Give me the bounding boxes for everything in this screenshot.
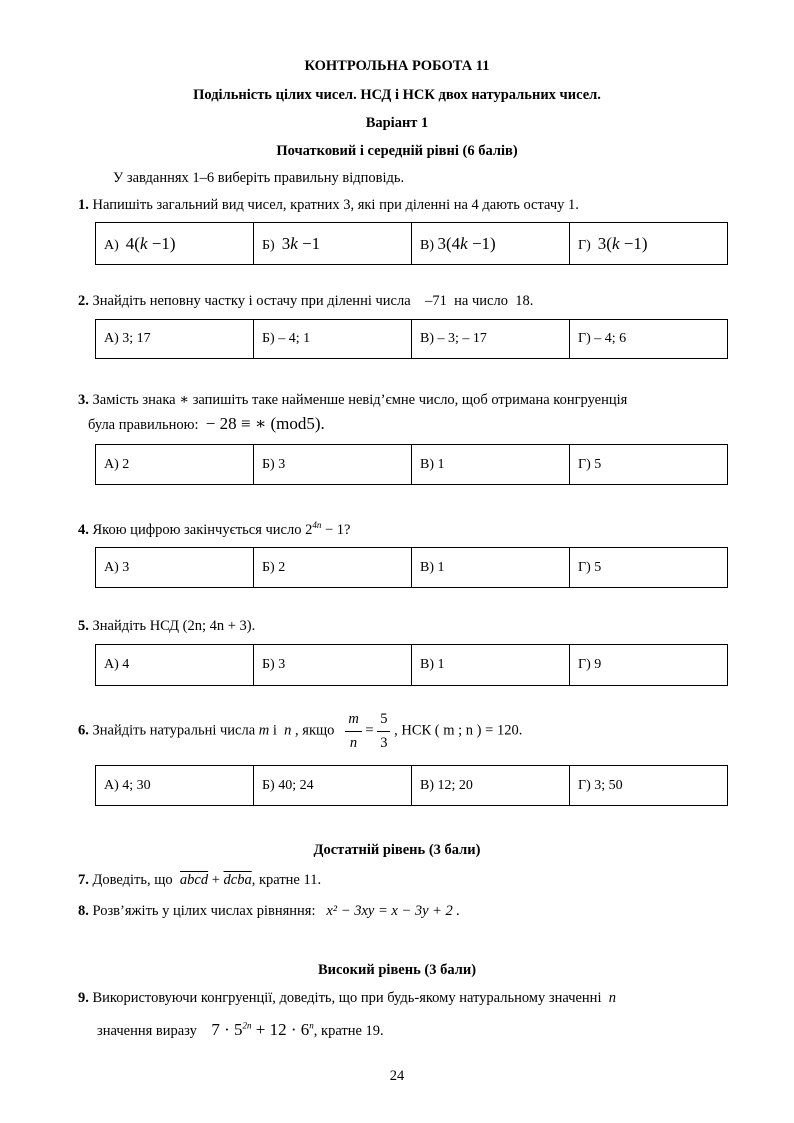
- question-text: Знайдіть НСД (2n; 4n + 3).: [92, 618, 256, 634]
- question-9-line2: значення виразу $7 \cdot 5^{2n} + 12 \cdot 6^n$, кратне 19.: [97, 1020, 384, 1039]
- expression: $7 \cdot 5^{2n} + 12 \cdot 6^n$: [211, 1020, 314, 1039]
- answer-table-4: [95, 547, 728, 588]
- question-text: Доведіть, що: [92, 872, 173, 888]
- question-1: 1. Напишіть загальний вид чисел, кратних 3, які при діленні на 4 дають остачу 1.: [78, 197, 579, 213]
- section-heading-sufficient: Достатній рівень (3 бали): [313, 842, 481, 858]
- answer-option-a[interactable]: А) 3; 17: [96, 320, 254, 359]
- power-expression: $2^{4n} - 1$?: [305, 520, 351, 538]
- test-title: КОНТРОЛЬНА РОБОТА 11: [304, 58, 490, 74]
- divisor: 18.: [515, 293, 534, 309]
- answer-option-c[interactable]: В) 1: [412, 645, 570, 686]
- answer-option-b[interactable]: Б) – 4; 1: [254, 320, 412, 359]
- page-number: 24: [389, 1068, 405, 1084]
- answer-option-b[interactable]: Б) 40; 24: [254, 766, 412, 806]
- question-3: 3. Замість знака ∗ запишіть таке найменше невід’ємне число, щоб отримана конгруенція: [78, 392, 628, 408]
- question-text: Знайдіть неповну частку і остачу при діленні числа: [92, 293, 411, 309]
- answer-option-b[interactable]: Б) 3k −1: [254, 223, 412, 265]
- question-3-line2: була правильною: − 28 ≡ ∗ (mod5).: [88, 414, 325, 433]
- congruence-formula: − 28 ≡ ∗ (mod5).: [205, 414, 325, 433]
- question-text: Напишіть загальний вид чисел, кратних 3, які при діленні на 4 дають остачу 1.: [92, 197, 579, 213]
- answer-option-a[interactable]: А) 2: [96, 445, 254, 485]
- answer-option-a[interactable]: А) 3: [96, 548, 254, 588]
- answer-option-c[interactable]: В) 1: [412, 548, 570, 588]
- question-number: 1: [78, 197, 86, 213]
- answer-option-d[interactable]: Г) 3; 50: [570, 766, 728, 806]
- dividend: –71: [425, 293, 447, 309]
- variant-label: Варіант 1: [365, 115, 429, 131]
- answer-option-a[interactable]: А) 4; 30: [96, 766, 254, 806]
- answer-option-d[interactable]: Г) 5: [570, 445, 728, 485]
- question-4: 4. Якою цифрою закінчується число $2^{4n} - 1$?: [78, 520, 351, 538]
- question-2: 2. Знайдіть неповну частку і остачу при діленні числа –71 на число 18.: [78, 293, 534, 309]
- answer-table-6: [95, 765, 728, 806]
- question-8: 8. Розв’яжіть у цілих числах рівняння: x² − 3xy = x − 3y + 2 .: [78, 903, 461, 919]
- answer-option-c[interactable]: В) 12; 20: [412, 766, 570, 806]
- section-heading-high: Високий рівень (3 бали): [317, 962, 477, 978]
- answer-option-b[interactable]: Б) 3: [254, 445, 412, 485]
- answer-option-d[interactable]: Г) 3(k −1): [570, 223, 728, 265]
- answer-table-2: [95, 319, 728, 359]
- instruction-text: У завданнях 1–6 виберіть правильну відповідь.: [113, 170, 405, 186]
- answer-table-1: [95, 222, 728, 265]
- answer-option-a[interactable]: А) 4(k −1): [96, 223, 254, 265]
- question-text: Знайдіть натуральні числа: [92, 722, 256, 739]
- question-5: 5. Знайдіть НСД (2n; 4n + 3).: [78, 618, 256, 634]
- answer-option-b[interactable]: Б) 2: [254, 548, 412, 588]
- answer-option-c[interactable]: В) 1: [412, 445, 570, 485]
- question-7: 7. Доведіть, що abcd + dcba, кратне 11.: [78, 872, 322, 888]
- answer-table-3: [95, 444, 728, 485]
- question-text: Розв’яжіть у цілих числах рівняння:: [92, 903, 316, 919]
- answer-option-a[interactable]: А) 4: [96, 645, 254, 686]
- question-text: Замість знака ∗ запишіть таке найменше невід’ємне число, щоб отримана конгруенція: [92, 392, 628, 408]
- question-text: Використовуючи конгруенції, доведіть, що при будь-якому натуральному значенні: [92, 990, 602, 1006]
- answer-option-c[interactable]: В) 3(4k −1): [412, 223, 570, 265]
- answer-option-d[interactable]: Г) 9: [570, 645, 728, 686]
- question-text: Якою цифрою закінчується число: [92, 521, 302, 538]
- question-9: 9. Використовуючи конгруенції, доведіть, що при будь-якому натуральному значенні n: [78, 990, 616, 1006]
- answer-table-5: [95, 644, 728, 686]
- test-subtitle: Подільність цілих чисел. НСД і НСК двох натуральних чисел.: [193, 87, 601, 103]
- question-6: 6. Знайдіть натуральні числа m і n , якщо $\frac{m}{n}$ = $\frac{5}{3}$ , НСК ( m ; n ) = 120.: [78, 711, 523, 751]
- answer-option-d[interactable]: Г) – 4; 6: [570, 320, 728, 359]
- section-heading-basic: Початковий і середній рівні (6 балів): [276, 143, 518, 159]
- answer-option-b[interactable]: Б) 3: [254, 645, 412, 686]
- fraction-m-over-n: $\frac{m}{n}$: [345, 712, 361, 750]
- answer-option-c[interactable]: В) – 3; – 17: [412, 320, 570, 359]
- nsk-condition: , НСК ( m ; n ) = 120.: [394, 722, 523, 739]
- equation: x² − 3xy = x − 3y + 2 .: [326, 903, 461, 919]
- answer-option-d[interactable]: Г) 5: [570, 548, 728, 588]
- fraction-5-over-3: $\frac{5}{3}$: [377, 712, 390, 750]
